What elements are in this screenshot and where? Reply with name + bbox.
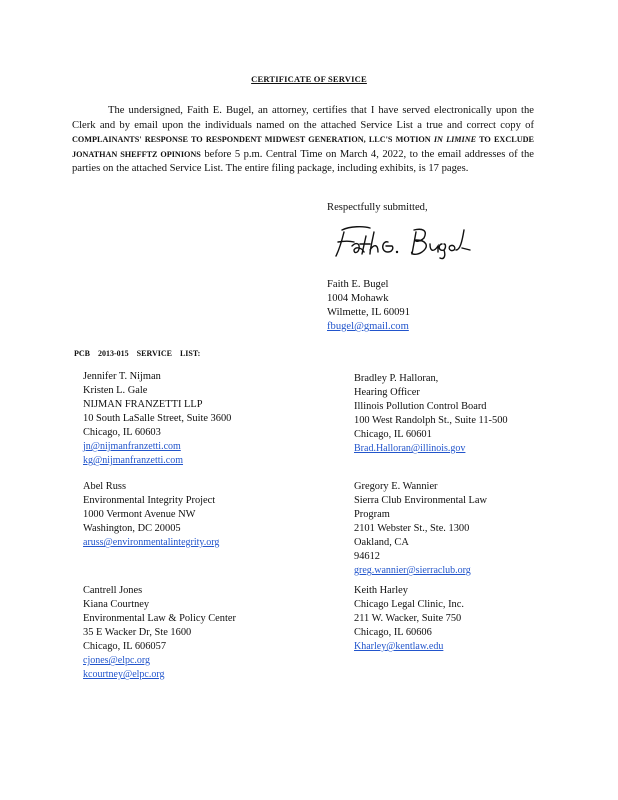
entry-line: Hearing Officer [354, 387, 420, 398]
service-list-heading: PCB 2013-015 SERVICE LIST: [74, 349, 201, 358]
document-title: CERTIFICATE OF SERVICE [251, 74, 367, 84]
entry-line: Chicago, IL 60606 [354, 627, 432, 638]
entry-line: Environmental Law & Policy Center [83, 613, 236, 624]
service-entry-russ [83, 480, 303, 550]
closing-text: Respectfully submitted, [327, 202, 428, 213]
entry-line: NIJMAN FRANZETTI LLP [83, 399, 203, 410]
entry-line: Illinois Pollution Control Board [354, 401, 487, 412]
entry-line: Program [354, 509, 390, 520]
body-tail: before 5 p.m. Central Time on March 4, 2022, to the email addresses of the parties on the attached Service List. The entire filing package, including exhibits, is 17 pages. [72, 148, 535, 174]
entry-line: Sierra Club Environmental Law [354, 495, 488, 506]
entry-line: 100 West Randolph St., Suite 11-500 [354, 415, 508, 426]
email-link[interactable]: greg.wannier@sierraclub.org [354, 565, 471, 576]
entry-line: Cantrell Jones [83, 585, 143, 596]
service-entry-halloran [354, 372, 574, 456]
entry-line: Kristen L. Gale [83, 385, 148, 396]
entry-line: Jennifer T. Nijman [83, 371, 161, 382]
entry-line: 10 South LaSalle Street, Suite 3600 [83, 413, 232, 424]
entry-line: 1000 Vermont Avenue NW [83, 509, 196, 520]
service-entry-elpc [83, 584, 303, 682]
email-link[interactable]: kg@nijmanfranzetti.com [83, 455, 184, 466]
signer-email-link[interactable]: fbugel@gmail.com [327, 321, 409, 332]
entry-line: 2101 Webster St., Ste. 1300 [354, 523, 470, 534]
body-italic: IN LIMINE [433, 135, 477, 144]
entry-line: Kiana Courtney [83, 599, 150, 610]
body-caps-2: TO EXCLUDE JONATHAN SHEFFTZ OPINIONS [72, 135, 534, 159]
email-link[interactable]: Kharley@kentlaw.edu [354, 641, 444, 652]
email-link[interactable]: aruss@environmentalintegrity.org [83, 537, 220, 548]
email-link[interactable]: jn@nijmanfranzetti.com [83, 441, 181, 452]
entry-line: Chicago Legal Clinic, Inc. [354, 599, 464, 610]
body-caps: COMPLAINANTS' RESPONSE TO RESPONDENT MIDWEST GENERATION, LLC'S MOTION [72, 135, 434, 144]
service-entry-nijman [83, 370, 303, 468]
signer-block [327, 278, 410, 334]
email-link[interactable]: kcourtney@elpc.org [83, 669, 165, 680]
entry-line: 211 W. Wacker, Suite 750 [354, 613, 462, 624]
entry-line: 35 E Wacker Dr, Ste 1600 [83, 627, 192, 638]
email-link[interactable]: Brad.Halloran@illinois.gov [354, 443, 466, 454]
signer-city: Wilmette, IL 60091 [327, 307, 411, 318]
entry-line: Washington, DC 20005 [83, 523, 181, 534]
entry-line: Chicago, IL 60603 [83, 427, 161, 438]
email-link[interactable]: cjones@elpc.org [83, 655, 151, 666]
entry-line: Gregory E. Wannier [354, 481, 438, 492]
signer-street: 1004 Mohawk [327, 293, 389, 304]
entry-line: Abel Russ [83, 481, 127, 492]
certification-paragraph [72, 104, 534, 177]
entry-line: Keith Harley [354, 585, 408, 596]
entry-line: Chicago, IL 606057 [83, 641, 167, 652]
entry-line: Chicago, IL 60601 [354, 429, 432, 440]
service-entry-harley [354, 584, 574, 654]
signature-image [330, 222, 490, 265]
entry-line: Bradley P. Halloran, [354, 373, 439, 384]
entry-line: Oakland, CA [354, 537, 409, 548]
signer-name: Faith E. Bugel [327, 279, 389, 290]
entry-line: Environmental Integrity Project [83, 495, 216, 506]
service-entry-wannier [354, 480, 574, 578]
body-lead: The undersigned, Faith E. Bugel, an attorney, certifies that I have served electronically upon the Clerk and by email upon the individuals named on the attached Service List a true and correct copy of [72, 105, 534, 131]
entry-line: 94612 [354, 551, 380, 562]
